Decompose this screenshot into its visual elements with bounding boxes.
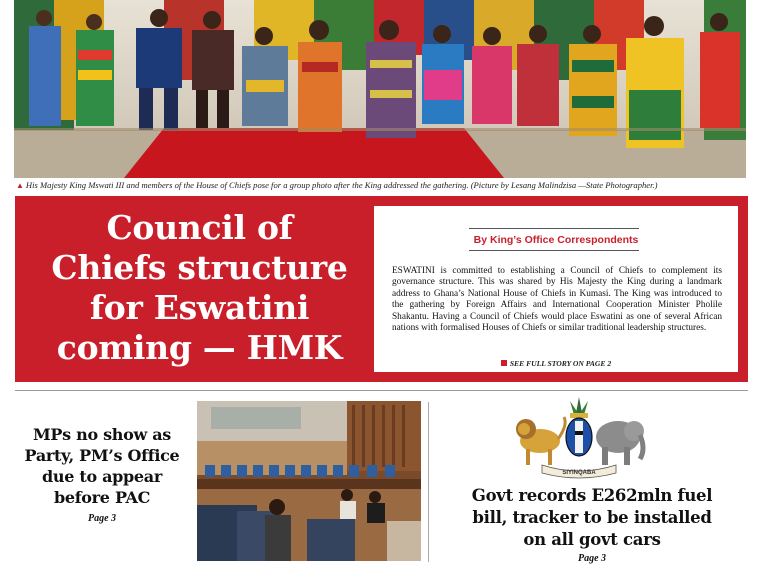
lead-headline-line: for Eswatini: [89, 288, 310, 327]
section-divider: [15, 390, 748, 391]
mps-headline-line: Party, PM’s Office: [24, 446, 180, 465]
fuel-page-ref[interactable]: Page 3: [577, 553, 607, 564]
mps-headline-line: MPs no show as: [32, 425, 172, 444]
fuel-bill-headline: [440, 485, 744, 551]
see-full-story-link[interactable]: [374, 359, 738, 368]
caption-triangle-icon: ▲: [16, 181, 24, 190]
mps-headline-line: before PAC: [53, 488, 151, 507]
fuel-headline-line: bill, tracker to be installed: [472, 508, 712, 527]
lion-icon: [516, 417, 565, 465]
committee-room-illustration: [197, 401, 421, 561]
caption-text: His Majesty King Mswati III and members of the House of Chiefs pose for a group photo after the King addressed the gathering. (Picture by Lesang Malindzisa —State Photographer.): [25, 180, 658, 190]
mps-headline-line: due to appear: [41, 467, 163, 486]
fuel-headline-line: on all govt cars: [523, 530, 661, 549]
mps-headline: [18, 424, 186, 508]
coat-of-arms-illustration: [512, 395, 647, 480]
photo-caption: [16, 180, 746, 194]
group-photo-illustration: [14, 0, 746, 178]
lead-story-box: [374, 206, 738, 372]
top-group-photo: [14, 0, 746, 178]
byline-rule-bottom: [469, 250, 639, 251]
lead-headline-line: Council of: [106, 208, 293, 247]
lead-headline-line: Chiefs structure: [51, 248, 348, 287]
motto-text: SIYINQABA: [562, 470, 596, 476]
column-divider: [428, 402, 429, 562]
feather-plume-icon: [570, 397, 588, 418]
eswatini-coat-of-arms: [512, 395, 647, 480]
lead-story-body: ESWATINI is committed to establishing a Council of Chiefs to complement its governance structure. This was shared by His Majesty the King during a landmark address to Ghana’s National House of Chiefs in Kumasi. The King was introduced to the gathering by Foreign Affairs and International Cooperation Minister Pholile Shakantu. Having a Council of Chiefs would place Eswatini as one of several African nations with formalised Houses of Chiefs or similar traditional leadership structures.: [392, 266, 722, 334]
committee-room-photo: [197, 401, 421, 561]
shield-icon: [566, 418, 592, 456]
mps-page-ref[interactable]: Page 3: [87, 513, 117, 524]
lead-headline: [23, 208, 376, 368]
fuel-headline-line: Govt records E262mln fuel: [471, 486, 713, 505]
lead-story-banner: [15, 196, 748, 382]
lead-headline-line: coming — HMK: [56, 328, 343, 367]
red-square-icon: [501, 360, 507, 366]
byline-rule-top: [469, 228, 639, 229]
byline: By King’s Office Correspondents: [473, 234, 639, 246]
elephant-icon: [596, 421, 644, 465]
see-full-story-text: SEE FULL STORY ON PAGE 2: [509, 359, 612, 368]
red-carpet: [124, 128, 504, 178]
